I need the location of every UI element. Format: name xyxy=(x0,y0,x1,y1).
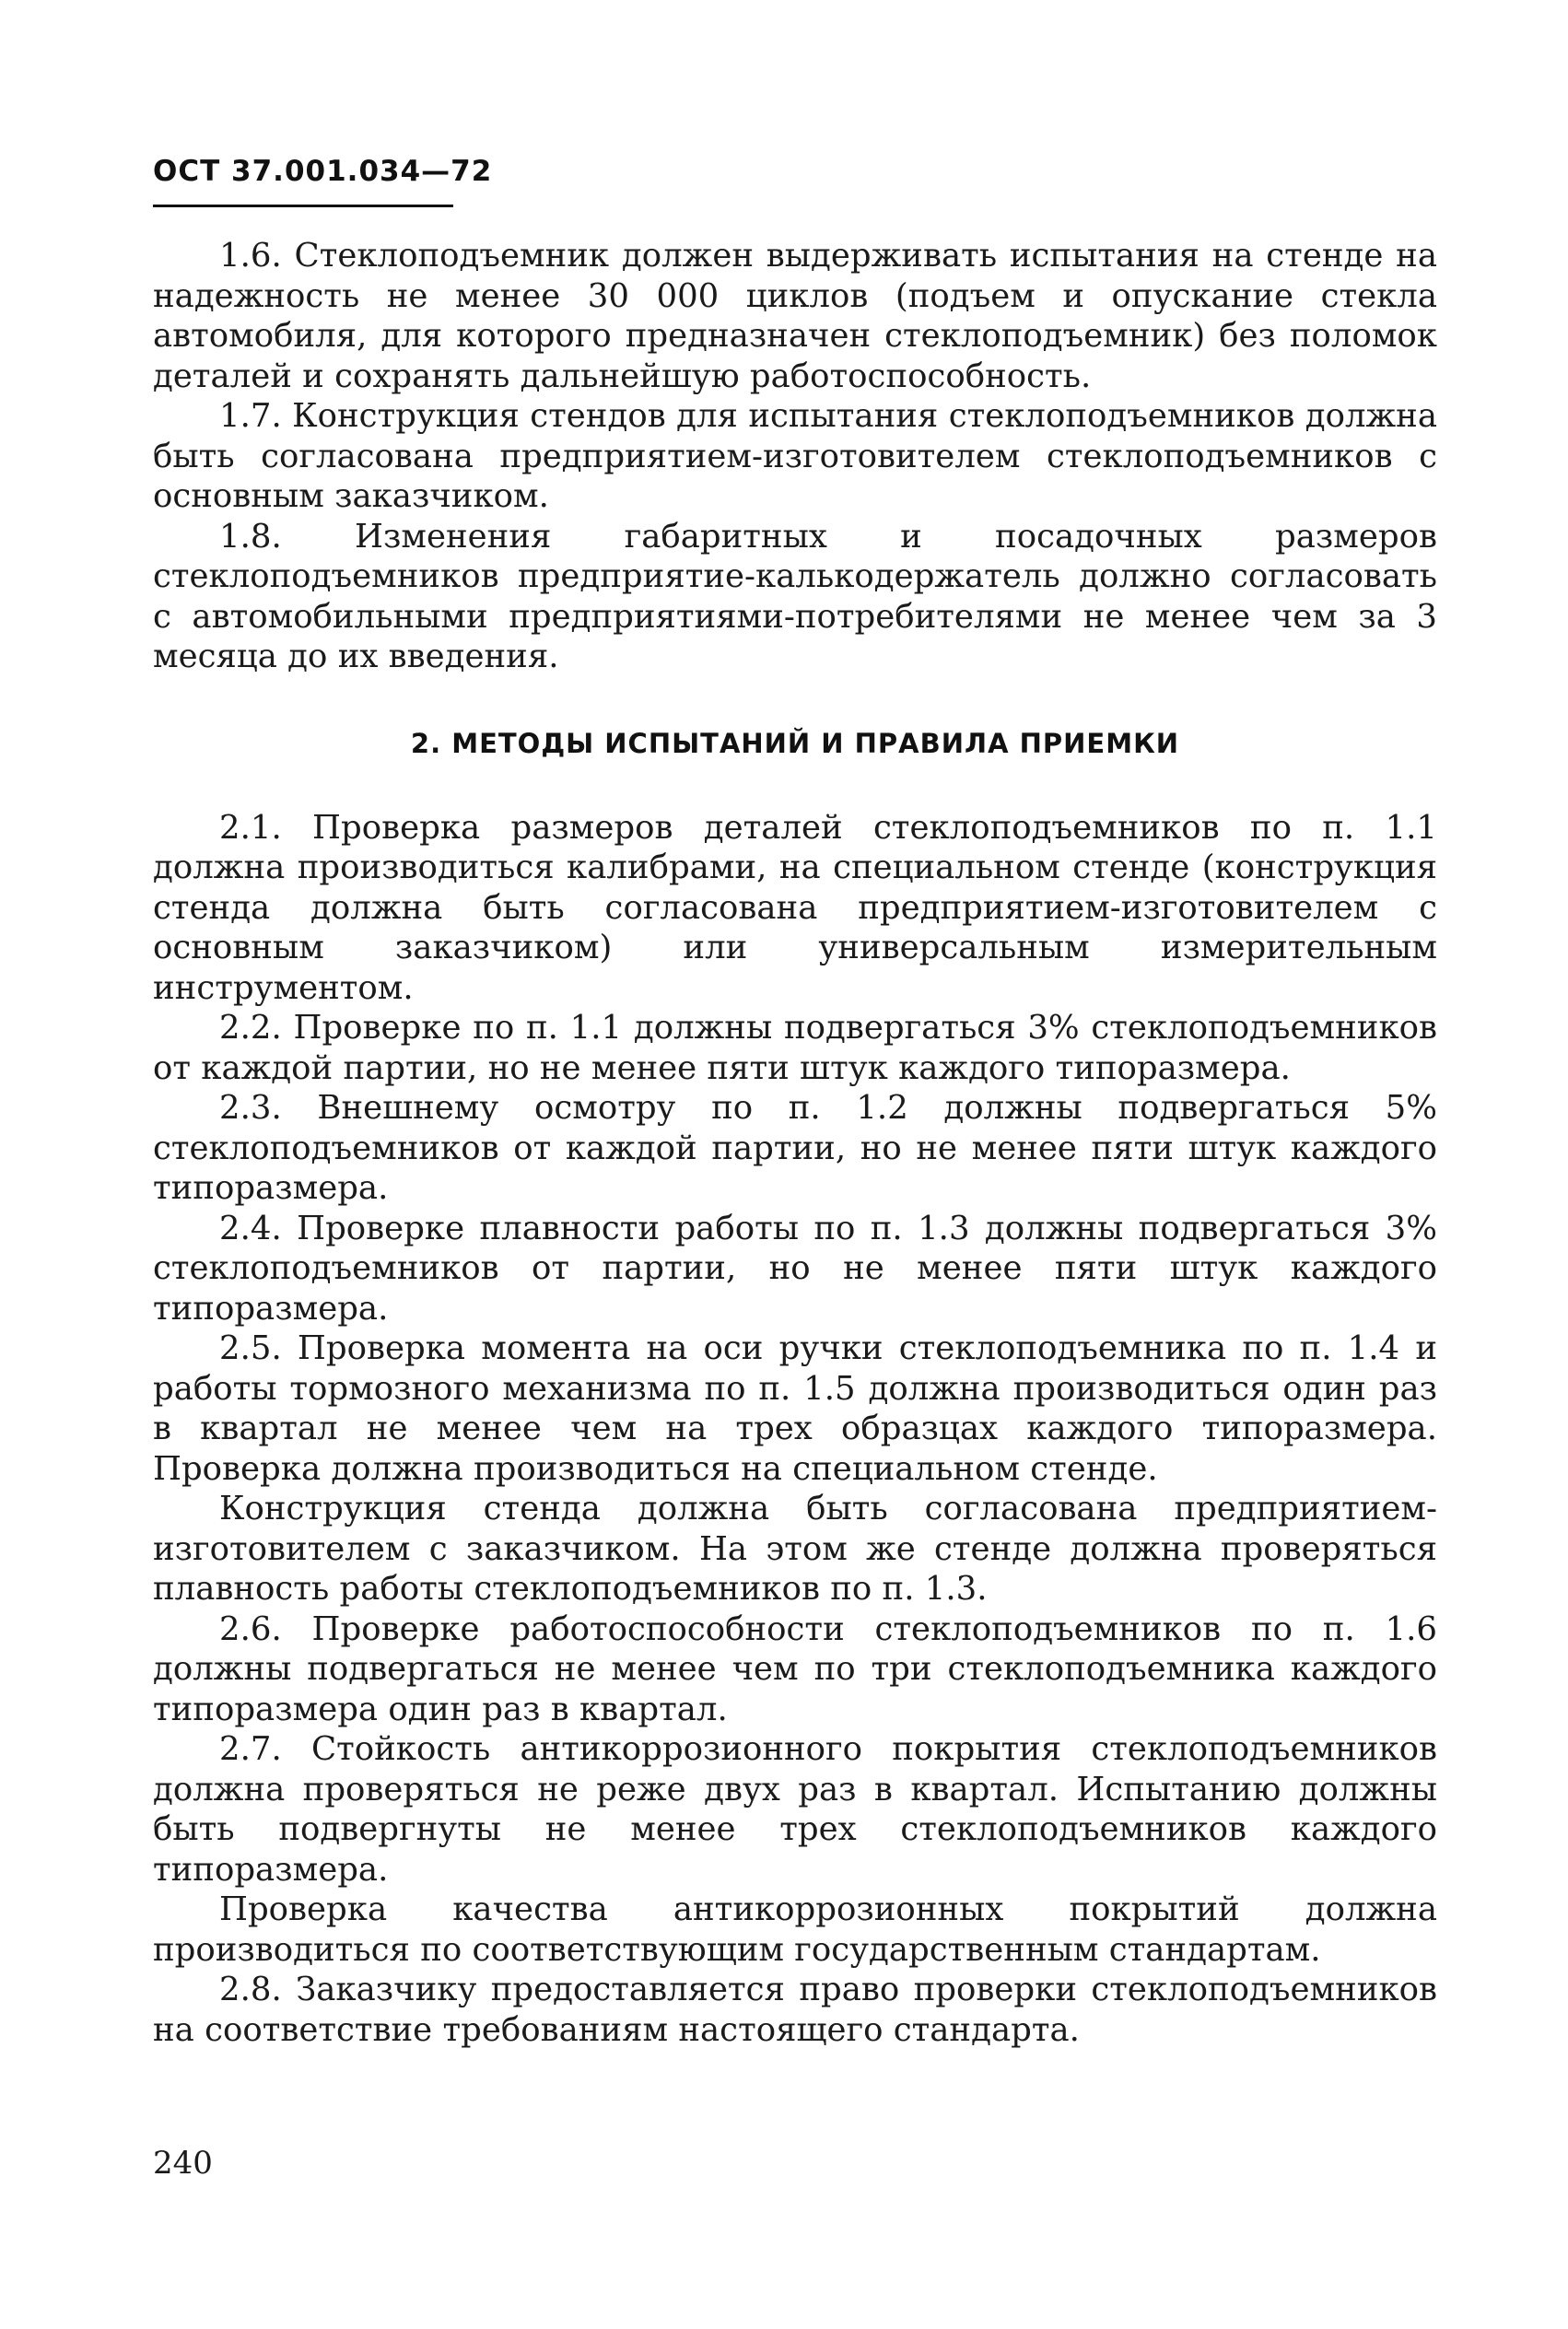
page-number: 240 xyxy=(153,2145,213,2182)
paragraph-1-7: 1.7. Конструкция стендов для испытания стеклоподъемников должна быть согласована предприятием-изготовителем стеклоподъемников с основным заказчиком. xyxy=(153,397,1437,515)
paragraph-2-2: 2.2. Проверке по п. 1.1 должны подвергаться 3% стеклоподъемников от каждой партии, но не менее пяти штук каждого типоразмера. xyxy=(153,1009,1437,1087)
paragraph-2-7: 2.7. Стойкость антикоррозионного покрытия стеклоподъемников должна проверяться не реже двух раз в квартал. Испытанию должны быть подвергнуты не менее трех стеклоподъемников каждого типоразмера. xyxy=(153,1730,1437,1889)
paragraph-2-4: 2.4. Проверке плавности работы по п. 1.3 должны подвергаться 3% стеклоподъемников от партии, но не менее пяти штук каждого типоразмера. xyxy=(153,1209,1437,1328)
paragraph-2-5-continued: Конструкция стенда должна быть согласована предприятием-изготовителем с заказчиком. На этом же стенде должна проверяться плавность работы стеклоподъемников по п. 1.3. xyxy=(153,1490,1437,1608)
paragraph-2-5: 2.5. Проверка момента на оси ручки стеклоподъемника по п. 1.4 и работы тормозного механизма по п. 1.5 должна производиться один раз в квартал не менее чем на трех образцах каждого типоразмера. Проверка должна производиться на специальном стенде. xyxy=(153,1329,1437,1488)
paragraph-1-6: 1.6. Стеклоподъемник должен выдерживать испытания на стенде на надежность не менее 30 000 циклов (подъем и опускание стекла автомобиля, для которого предназначен стеклоподъемник) без поломок деталей и сохранять дальнейшую работоспособность. xyxy=(153,237,1437,395)
document-body xyxy=(153,236,1437,2050)
paragraph-2-3: 2.3. Внешнему осмотру по п. 1.2 должны подвергаться 5% стеклоподъемников от каждой партии, но не менее пяти штук каждого типоразмера. xyxy=(153,1089,1437,1207)
paragraph-2-6: 2.6. Проверке работоспособности стеклоподъемников по п. 1.6 должны подвергаться не менее чем по три стеклоподъемника каждого типоразмера один раз в квартал. xyxy=(153,1609,1437,1728)
paragraph-2-8: 2.8. Заказчику предоставляется право проверки стеклоподъемников на соответствие требованиям настоящего стандарта. xyxy=(153,1971,1437,2049)
standard-code: ОСТ 37.001.034—72 xyxy=(153,155,493,188)
section-heading: 2. МЕТОДЫ ИСПЫТАНИЙ И ПРАВИЛА ПРИЕМКИ xyxy=(410,727,1180,759)
paragraph-1-8: 1.8. Изменения габаритных и посадочных размеров стеклоподъемников предприятие-калькодержатель должно согласовать с автомобильными предприятиями-потребителями не менее чем за 3 месяца до их введения. xyxy=(153,517,1437,675)
paragraph-2-7-continued: Проверка качества антикоррозионных покрытий должна производиться по соответствующим государственным стандартам. xyxy=(153,1890,1437,1969)
paragraph-2-1: 2.1. Проверка размеров деталей стеклоподъемников по п. 1.1 должна производиться калибрами, на специальном стенде (конструкция стенда должна быть согласована предприятием-изготовителем с основным заказчиком) или универсальным измерительным инструментом. xyxy=(153,808,1437,1007)
header-divider xyxy=(153,205,453,207)
